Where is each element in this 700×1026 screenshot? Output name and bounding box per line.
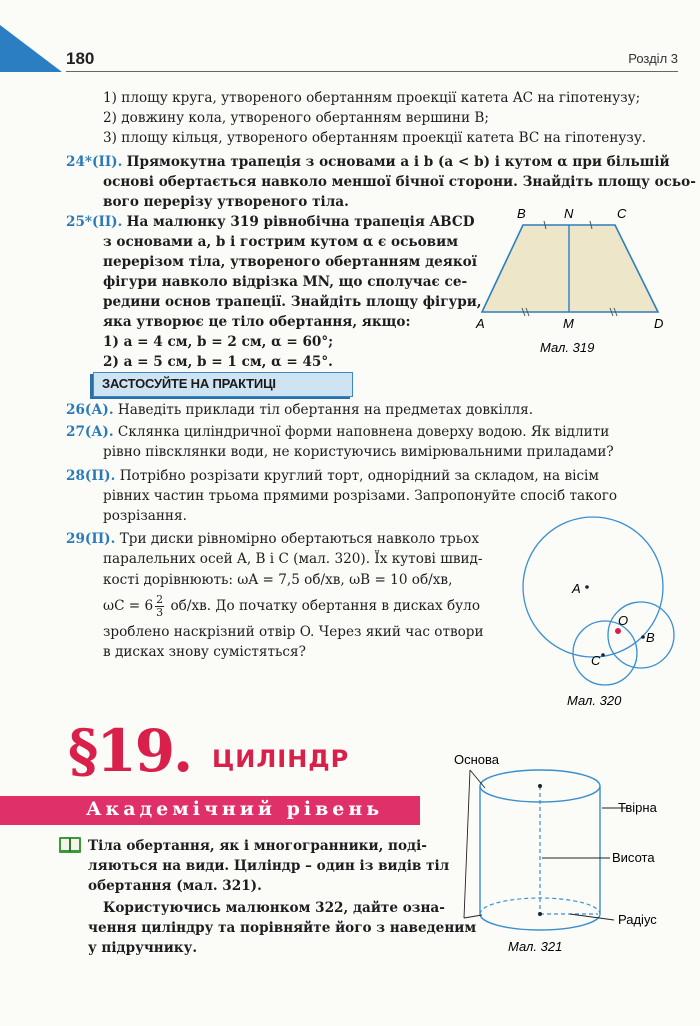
task-25-line-8: 2) a = 5 см, b = 1 см, α = 45°. bbox=[103, 354, 333, 370]
task-29-line-4 bbox=[103, 594, 480, 619]
label-hole-o: O bbox=[618, 613, 629, 628]
trapezoid-abcd bbox=[482, 225, 658, 312]
task-29-line-6: в дисках знову сумістяться? bbox=[103, 644, 306, 660]
task-25-line-3: перерізом тіла, утвореного обертанням деякої bbox=[103, 254, 477, 270]
label-disc-c: C bbox=[591, 653, 601, 668]
task-29-line-3: кості дорівнюють: ωA = 7,5 об/хв, ωB = 10 об/хв, bbox=[103, 572, 453, 588]
task-29-line-4-end: об/хв. До початку обертання в дисках було bbox=[170, 598, 481, 614]
task-25-line-7: 1) a = 4 см, b = 2 см, α = 60°; bbox=[103, 334, 334, 350]
prev-item-1: 1) площу круга, утвореного обертанням проекції катета AC на гіпотенузу; bbox=[103, 90, 641, 106]
task-29 bbox=[66, 529, 479, 549]
section-name: Розділ 3 bbox=[628, 51, 678, 66]
task-26-number: 26(А). bbox=[66, 402, 114, 418]
label-d: D bbox=[654, 316, 664, 331]
intro-line-2: ляються на види. Циліндр – один із видів тіл bbox=[88, 858, 450, 874]
task-27 bbox=[66, 422, 609, 442]
disc-c bbox=[573, 621, 637, 685]
label-height: Висота bbox=[612, 850, 655, 865]
task-28-line-1: Потрібно розрізати круглий торт, однорідний за складом, на вісім bbox=[119, 468, 599, 484]
task-29-line-1: Три диски рівномірно обертаються навколо трьох bbox=[119, 531, 480, 547]
label-base: Основа bbox=[454, 752, 500, 767]
label-a: A bbox=[476, 316, 485, 331]
task-25-line-1: На малюнку 319 рівнобічна трапеція ABCD bbox=[126, 214, 475, 230]
task-24-line-2: основі обертається навколо меншої бічної сторони. Знайдіть площу осьо- bbox=[103, 174, 696, 190]
task-24-line-3: вого перерізу утвореного тіла. bbox=[103, 194, 349, 210]
practice-banner-label: ЗАСТОСУЙТЕ НА ПРАКТИЦІ bbox=[102, 376, 276, 391]
label-radius: Радіус bbox=[618, 912, 657, 927]
task-26 bbox=[66, 400, 533, 420]
intro-line-1: Тіла обертання, як і многогранники, поді- bbox=[88, 838, 427, 854]
intro-line-3: обертання (мал. 321). bbox=[88, 878, 262, 894]
task-28-number: 28(П). bbox=[66, 468, 116, 484]
prev-item-2: 2) довжину кола, утвореного обертанням вершини B; bbox=[103, 110, 489, 126]
practice-banner bbox=[93, 372, 353, 397]
book-icon bbox=[58, 836, 82, 854]
page-number: 180 bbox=[66, 49, 95, 68]
label-generatrix: Твірна bbox=[618, 800, 657, 815]
prev-item-3: 3) площу кільця, утвореного обертанням проекції катета BC на гіпотенузу. bbox=[103, 130, 647, 146]
label-c: C bbox=[617, 206, 627, 221]
task-24-number: 24*(II). bbox=[66, 154, 123, 170]
task-27-line-1: Склянка циліндричної форми наповнена доверху водою. Як відлити bbox=[117, 424, 610, 440]
figure-319 bbox=[470, 200, 680, 360]
task-25 bbox=[66, 212, 475, 232]
task-26-text: Наведіть приклади тіл обертання на предметах довкілля. bbox=[117, 402, 534, 418]
task-25-line-2: з основами a, b і гострим кутом α є осьовим bbox=[103, 234, 459, 250]
task-27-number: 27(А). bbox=[66, 424, 114, 440]
header-rule bbox=[66, 71, 678, 72]
caption-319: Мал. 319 bbox=[540, 340, 595, 355]
task-27-line-2: рівно півсклянки води, не користуючись вимірювальними приладами? bbox=[103, 444, 614, 460]
paragraph-number: §19. bbox=[68, 717, 192, 785]
label-n: N bbox=[564, 206, 574, 221]
figure-320 bbox=[515, 515, 695, 715]
paragraph-title: ЦИЛІНДР bbox=[212, 745, 350, 773]
cylinder-bottom-base bbox=[480, 914, 600, 930]
caption-321: Мал. 321 bbox=[508, 939, 563, 954]
label-m: M bbox=[563, 316, 574, 331]
task-28 bbox=[66, 466, 599, 486]
task-29-number: 29(П). bbox=[66, 531, 116, 547]
task-25-number: 25*(II). bbox=[66, 214, 123, 230]
level-bar bbox=[0, 796, 420, 825]
task-28-line-2: рівних частин трьома прямими розрізами. Запропонуйте спосіб такого bbox=[103, 488, 618, 504]
task-24-line-1: Прямокутна трапеція з основами a і b (a < b) і кутом α при більшій bbox=[126, 154, 670, 170]
caption-320: Мал. 320 bbox=[567, 693, 622, 708]
hole-o bbox=[615, 628, 621, 634]
label-b: B bbox=[517, 206, 526, 221]
label-disc-b: B bbox=[646, 630, 655, 645]
level-label: Академічний рівень bbox=[86, 798, 384, 820]
fraction-two-thirds bbox=[155, 594, 164, 619]
task-24 bbox=[66, 152, 670, 172]
task-29-omega-c: ωC = 6 bbox=[103, 598, 154, 614]
figure-321 bbox=[440, 748, 695, 973]
intro-line-6: у підручнику. bbox=[88, 940, 198, 956]
task-28-line-3: розрізання. bbox=[103, 508, 187, 524]
task-29-line-2: паралельних осей A, B і C (мал. 320). Їх кутові швид- bbox=[103, 551, 483, 567]
task-29-line-5: зроблено наскрізний отвір O. Через який час отвори bbox=[103, 624, 484, 640]
task-25-line-4: фігури навколо відрізка MN, що сполучає се- bbox=[103, 274, 468, 290]
disc-b bbox=[608, 602, 674, 668]
task-25-line-6: яка утворює це тіло обертання, якщо: bbox=[103, 314, 411, 330]
intro-line-4: Користуючись малюнком 322, дайте озна- bbox=[103, 900, 445, 916]
intro-line-5: чення циліндру та порівняйте його з наведеним bbox=[88, 920, 477, 936]
label-disc-a: A bbox=[572, 581, 581, 596]
fraction-numerator: 2 bbox=[156, 593, 164, 606]
fraction-denominator: 3 bbox=[156, 606, 164, 619]
task-25-line-5: редини основ трапеції. Знайдіть площу фігури, bbox=[103, 294, 482, 310]
